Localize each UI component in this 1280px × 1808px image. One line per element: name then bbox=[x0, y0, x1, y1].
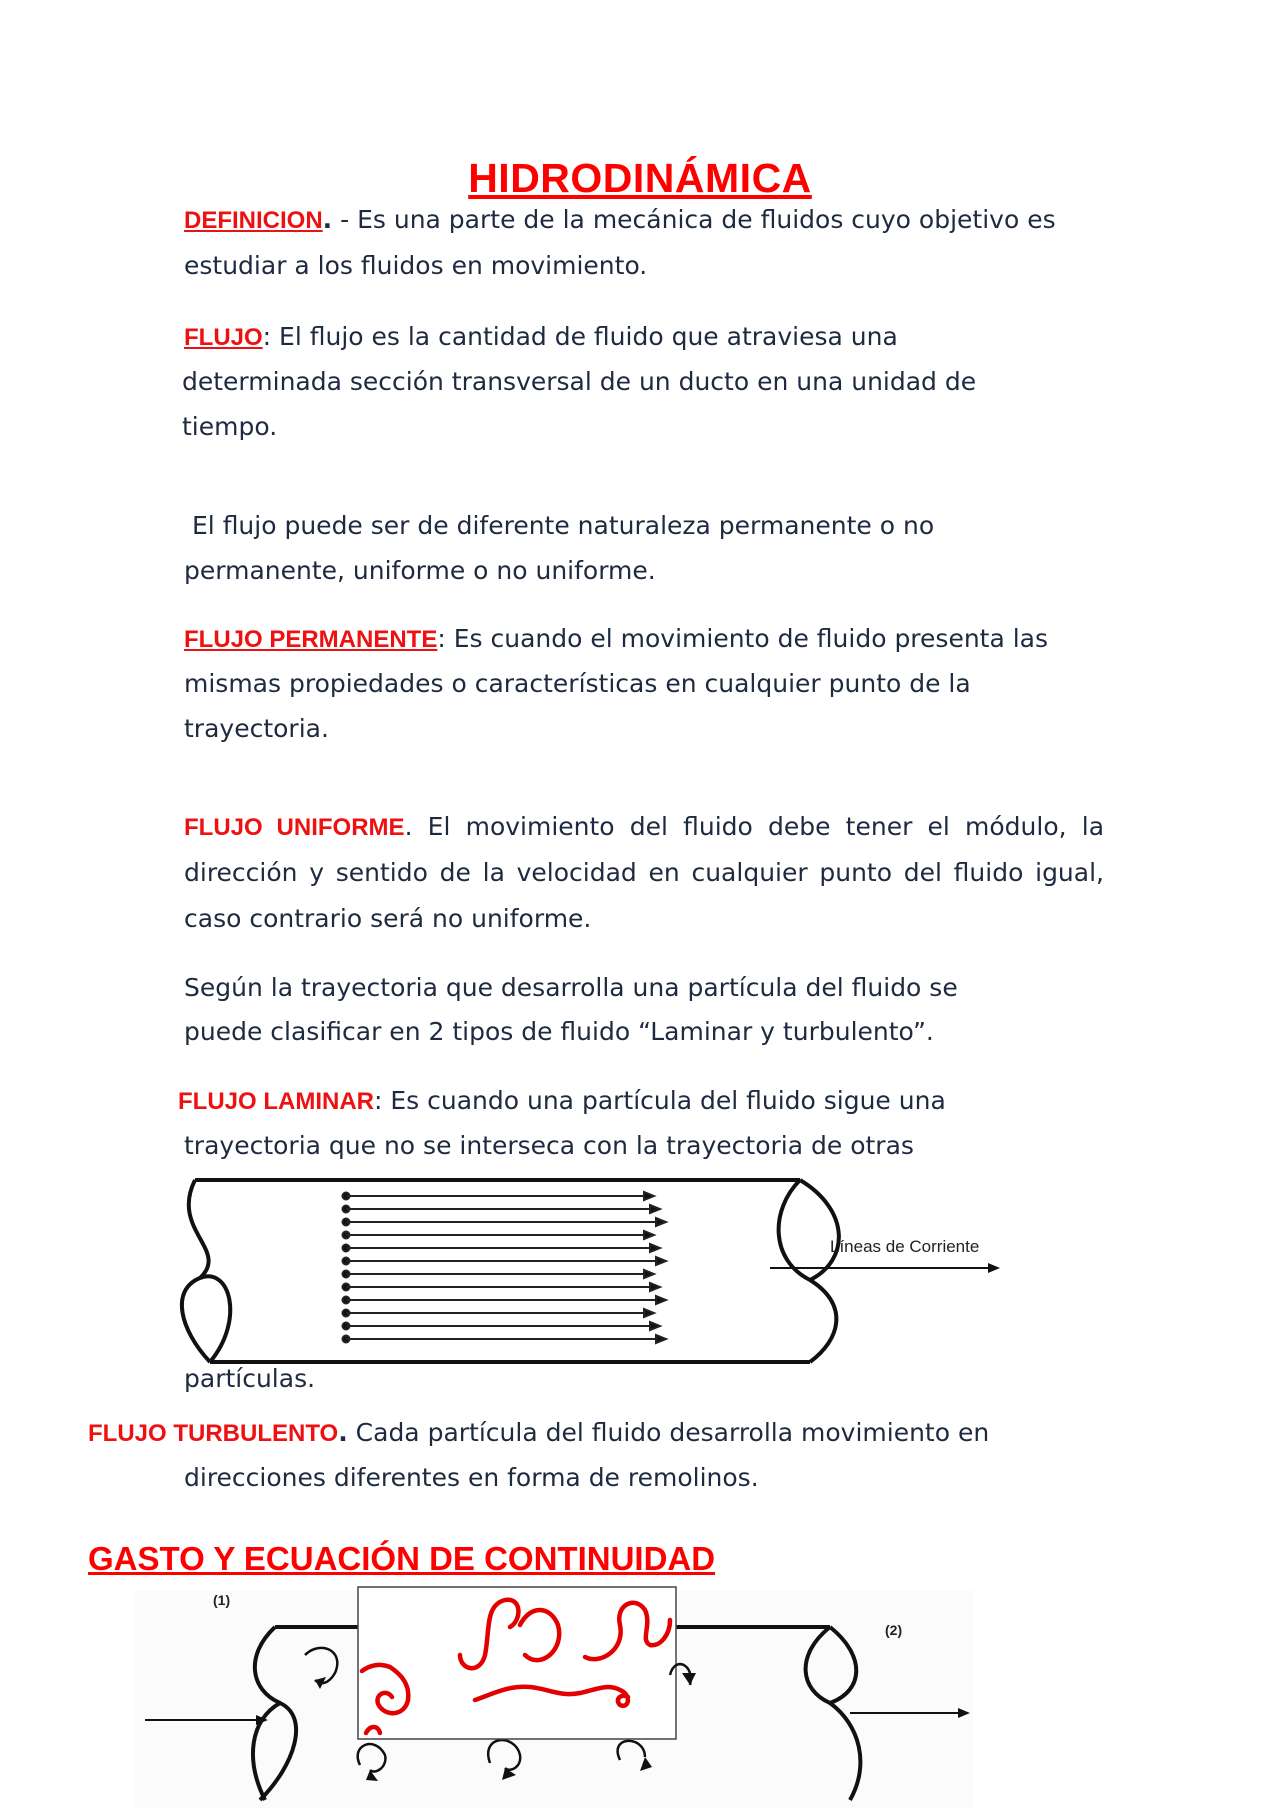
uniforme-text-1: . El movimiento del fluido debe tener el módulo, la bbox=[404, 812, 1105, 841]
turbulento-text-1: Cada partícula del fluido desarrolla movimiento en bbox=[347, 1418, 990, 1447]
definicion-line-1 bbox=[184, 205, 1056, 236]
streamline-arrow-head bbox=[656, 1257, 666, 1265]
laminar-flow-figure bbox=[170, 1170, 1020, 1370]
flujo-line-2: determinada sección transversal de un ducto en una unidad de bbox=[182, 367, 977, 396]
definicion-term: DEFINICION bbox=[184, 207, 323, 234]
permanente-line-2: mismas propiedades o características en cualquier punto de la bbox=[184, 669, 971, 698]
uniforme-term: FLUJO UNIFORME bbox=[184, 814, 405, 841]
streamline-arrow-head bbox=[656, 1218, 666, 1226]
permanente-text-1: : Es cuando el movimiento de fluido presenta las bbox=[437, 624, 1049, 653]
uniforme-line-3: caso contrario será no uniforme. bbox=[184, 904, 592, 933]
streamline-arrow-head bbox=[656, 1296, 666, 1304]
turbulento-line-2: direcciones diferentes en forma de remolinos. bbox=[184, 1463, 759, 1492]
streamline-arrow-head bbox=[644, 1270, 654, 1278]
segun-line-2: puede clasificar en 2 tipos de fluido “Laminar y turbulento”. bbox=[184, 1017, 934, 1046]
naturaleza-line-1: El flujo puede ser de diferente naturaleza permanente o no bbox=[192, 511, 935, 540]
laminar-line-3: partículas. bbox=[184, 1364, 316, 1393]
flujo-line-3: tiempo. bbox=[182, 412, 278, 441]
definicion-sep: . bbox=[322, 205, 333, 234]
segun-line-1: Según la trayectoria que desarrolla una partícula del fluido se bbox=[184, 973, 958, 1002]
permanente-line-1 bbox=[184, 624, 1048, 655]
flujo-line-1 bbox=[184, 322, 898, 353]
pipe-right-cut-upper bbox=[779, 1180, 839, 1280]
streamline-arrow-head bbox=[650, 1205, 660, 1213]
lineas-de-corriente-label: Líneas de Corriente bbox=[830, 1237, 980, 1256]
streamline-arrow-head bbox=[644, 1309, 654, 1317]
streamline-arrow-head bbox=[650, 1283, 660, 1291]
label-arrow-head bbox=[988, 1263, 1000, 1273]
definicion-text-1: - Es una parte de la mecánica de fluidos cuyo objetivo es bbox=[332, 205, 1056, 234]
permanente-line-3: trayectoria. bbox=[184, 714, 329, 743]
laminar-term: FLUJO LAMINAR bbox=[178, 1088, 374, 1115]
streamline-arrow-head bbox=[656, 1335, 666, 1343]
streamlines bbox=[343, 1192, 667, 1343]
streamline-arrow-head bbox=[644, 1231, 654, 1239]
permanente-term: FLUJO PERMANENTE bbox=[184, 626, 438, 653]
turbulento-term: FLUJO TURBULENTO bbox=[88, 1420, 339, 1447]
laminar-line-2: trayectoria que no se interseca con la trayectoria de otras bbox=[184, 1131, 914, 1160]
page-title: HIDRODINÁMICA bbox=[468, 155, 812, 201]
turbulento-sep: . bbox=[338, 1418, 348, 1447]
pipe-left-cut-upper bbox=[189, 1180, 209, 1278]
turbulento-line-1 bbox=[88, 1418, 989, 1449]
pipe-right-cut-lower bbox=[810, 1280, 836, 1362]
turbulent-flow-figure bbox=[130, 1585, 980, 1808]
flujo-text-1: : El flujo es la cantidad de fluido que atraviesa una bbox=[262, 322, 898, 351]
definicion-line-2: estudiar a los fluidos en movimiento. bbox=[184, 251, 648, 280]
streamline-arrow-head bbox=[650, 1244, 660, 1252]
flujo-term: FLUJO bbox=[184, 324, 263, 351]
section-2-label: (2) bbox=[885, 1622, 903, 1638]
streamline-arrow-head bbox=[650, 1322, 660, 1330]
section-1-label: (1) bbox=[213, 1592, 231, 1608]
gasto-heading: GASTO Y ECUACIÓN DE CONTINUIDAD bbox=[88, 1540, 716, 1577]
uniforme-line-1 bbox=[184, 812, 1104, 843]
laminar-line-1 bbox=[178, 1086, 946, 1117]
uniforme-line-2: dirección y sentido de la velocidad en cualquier punto del fluido igual, bbox=[184, 858, 1104, 887]
naturaleza-line-2: permanente, uniforme o no uniforme. bbox=[184, 556, 656, 585]
pipe-left-cut-lower bbox=[182, 1276, 230, 1362]
laminar-text-1: : Es cuando una partícula del fluido sigue una bbox=[373, 1086, 946, 1115]
streamline-arrow-head bbox=[644, 1192, 654, 1200]
